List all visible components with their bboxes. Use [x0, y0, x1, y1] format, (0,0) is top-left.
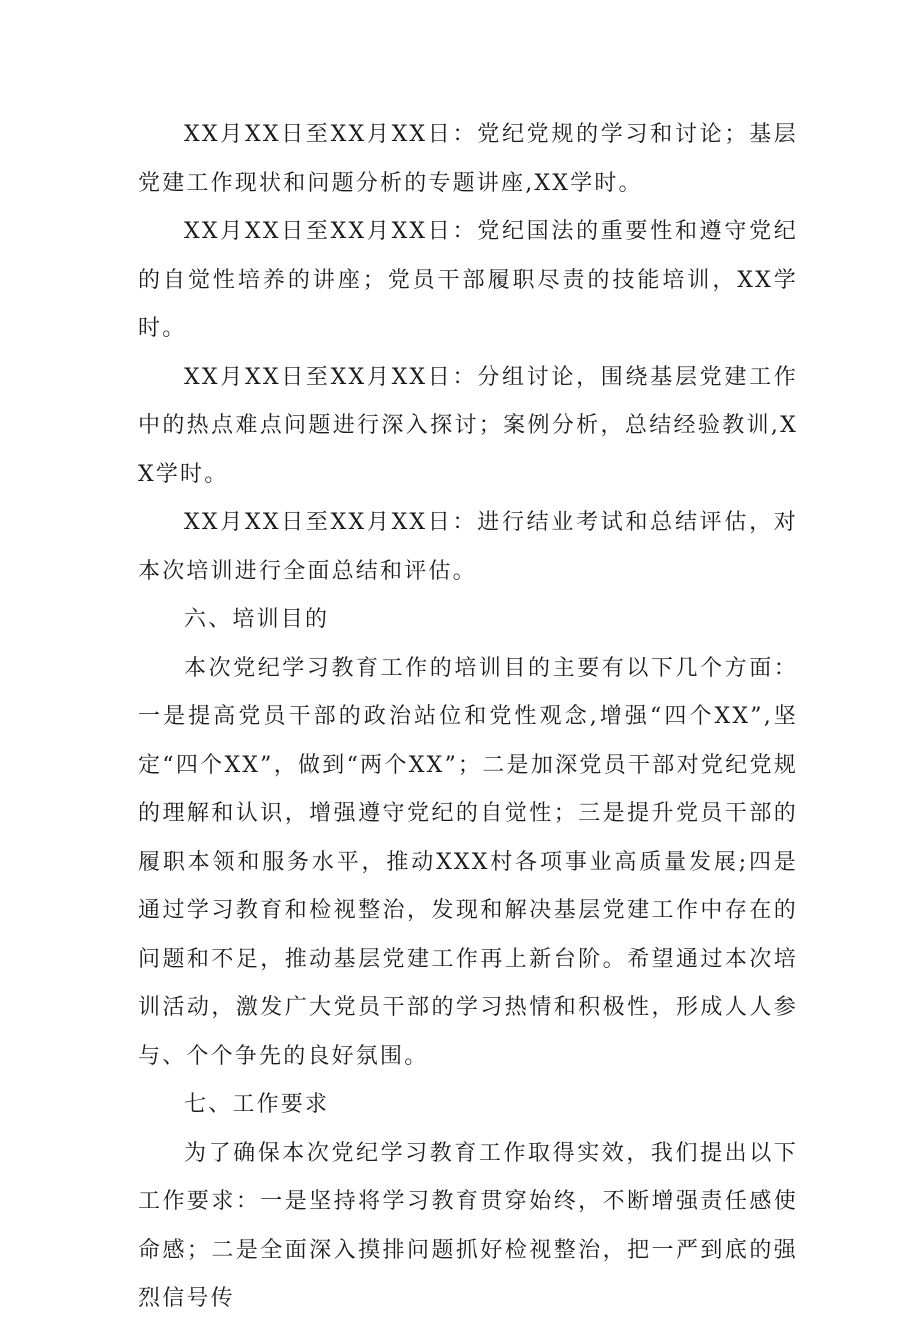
schedule-paragraph-4: XX月XX日至XX月XX日：进行结业考试和总结评估，对本次培训进行全面总结和评估。 — [138, 510, 798, 584]
section-6-body: 本次党纪学习教育工作的培训目的主要有以下几个方面：一是提高党员干部的政治站位和党性观念,增强“四个XX”,坚定“四个XX”，做到“两个XX”；二是加深党员干部对党纪党规的理解和认识，增强遵守党纪的自觉性；三是提升党员干部的履职本领和服务水平，推动XXX村各项事业高质量发展;四是通过学习教育和检视整治，发现和解决基层党建工作中存在的问题和不足，推动基层党建工作再上新台阶。希望通过本次培训活动，激发广大党员干部的学习热情和积极性，形成人人参与、个个争先的良好氛围。 — [138, 655, 798, 1069]
document-body — [138, 111, 798, 1324]
schedule-paragraph-3: XX月XX日至XX月XX日：分组讨论，围绕基层党建工作中的热点难点问题进行深入探讨；案例分析，总结经验教训,XX学时。 — [138, 364, 798, 487]
section-6-heading: 六、培训目的 — [184, 607, 330, 632]
schedule-paragraph-1: XX月XX日至XX月XX日：党纪党规的学习和讨论；基层党建工作现状和问题分析的专题讲座,XX学时。 — [138, 122, 798, 196]
schedule-paragraph-2: XX月XX日至XX月XX日：党纪国法的重要性和遵守党纪的自觉性培养的讲座；党员干部履职尽责的技能培训，XX学时。 — [138, 219, 798, 341]
section-7-heading: 七、工作要求 — [184, 1092, 330, 1117]
section-7-body: 为了确保本次党纪学习教育工作取得实效，我们提出以下工作要求：一是坚持将学习教育贯穿始终，不断增强责任感使命感；二是全面深入摸排问题抓好检视整治，把一严到底的强烈信号传 — [138, 1140, 798, 1311]
